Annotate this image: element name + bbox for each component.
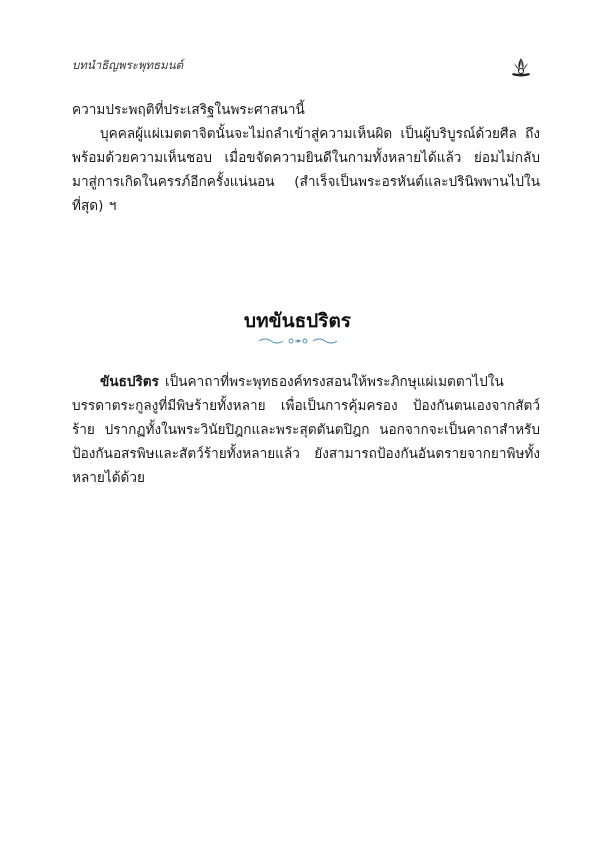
ornament-divider-icon	[257, 336, 339, 346]
intro-paragraph: บุคคลผู้แผ่เมตตาจิตนั้นจะไม่ถลำเข้าสู่ความเห็นผิด เป็นผู้บริบูรณ์ด้วยศีล ถึงพร้อมด้วยความเห็นชอบ เมื่อขจัดความยินดีในกามทั้งหลายได้แล้ว ย่อมไม่กลับมาสู่การเกิดในครรภ์อีกครั้งแน่นอน (สำเร็จเป็นพระอรหันต์และปรินิพพานไปในที่สุด) ฯ	[72, 126, 540, 214]
running-header: บทนำธิญพระพุทธมนต์	[72, 58, 184, 72]
dharma-wheel-logo-icon	[509, 55, 533, 79]
section-body	[72, 370, 540, 490]
section-paragraph-text: เป็นคาถาที่พระพุทธองค์ทรงสอนให้พระภิกษุแผ่เมตตาไปในบรรดาตระกูลงูที่มีพิษร้ายทั้งหลาย เพื่อเป็นการคุ้มครอง ป้องกันตนเองจากสัตว์ร้าย ปรากฏทั้งในพระวินัยปิฎกและพระสุตตันตปิฎก นอกจากจะเป็นคาถาสำหรับป้องกันอสรพิษและสัตว์ร้ายทั้งหลายแล้ว ยังสามารถป้องกันอันตรายจากยาพิษทั้งหลายได้ด้วย	[72, 374, 540, 486]
intro-block	[72, 98, 540, 218]
section-title: บทขันธปริตร	[244, 310, 351, 332]
section-term: ขันธปริตร	[100, 374, 159, 390]
section-paragraph	[72, 370, 540, 490]
intro-first-line: ความประพฤติที่ประเสริฐในพระศาสนานี้	[72, 102, 305, 118]
